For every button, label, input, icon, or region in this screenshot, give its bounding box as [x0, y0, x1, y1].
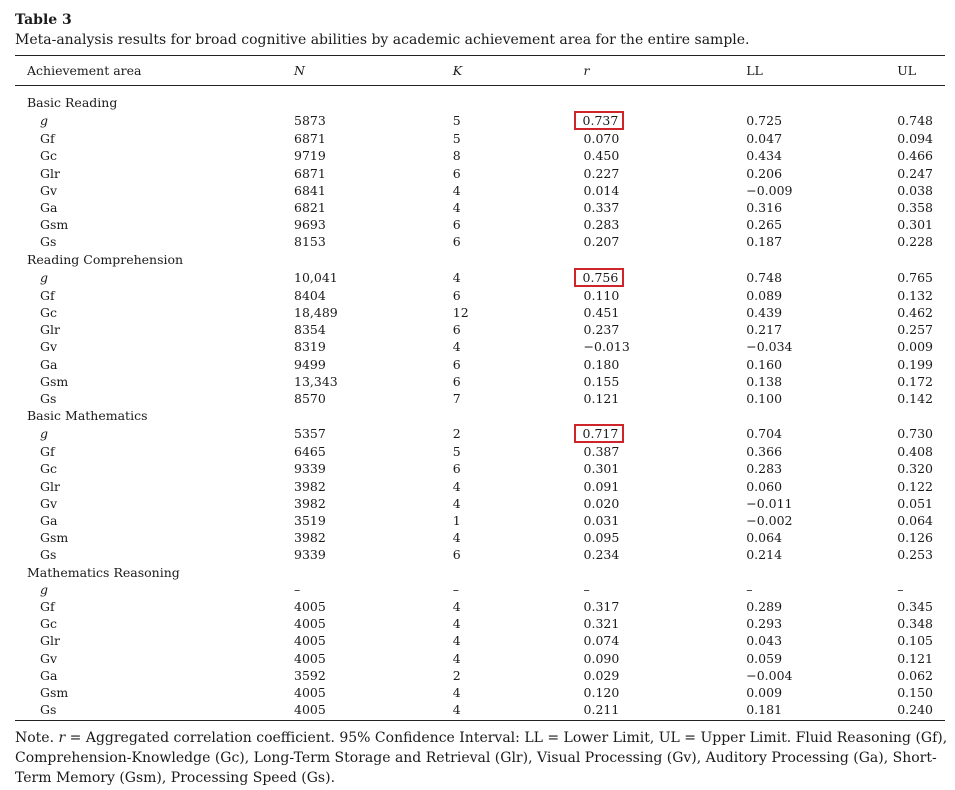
r-cell: 0.227	[583, 165, 620, 181]
header-k: K	[452, 63, 463, 78]
ll-cell: 0.265	[746, 217, 783, 233]
n-cell: 8570	[294, 390, 326, 406]
ability-cell: Glr	[40, 478, 60, 494]
table-row	[15, 355, 945, 372]
table-row	[15, 390, 945, 407]
ll-cell: 0.181	[746, 702, 783, 718]
ll-cell: −0.002	[746, 513, 793, 529]
r-cell: –	[583, 581, 590, 597]
ability-cell: Gc	[40, 304, 57, 320]
ll-cell: 0.439	[746, 304, 783, 320]
ul-cell: 0.358	[897, 200, 933, 216]
r-cell: −0.013	[583, 339, 630, 355]
note-symbol: r	[58, 730, 66, 746]
ability-cell: Gs	[40, 234, 57, 250]
r-cell: 0.031	[583, 513, 620, 529]
table-row	[15, 495, 945, 512]
table-label: Table 3	[15, 12, 72, 28]
highlight-box: 0.756	[574, 268, 625, 287]
k-cell: 4	[452, 182, 461, 198]
note-prefix: Note.	[15, 730, 55, 746]
ability-cell: Gf	[40, 131, 55, 147]
ll-cell: 0.214	[746, 547, 783, 563]
k-cell: 5	[452, 131, 461, 147]
ability-cell: Gs	[40, 390, 57, 406]
n-cell: 3982	[294, 478, 326, 494]
n-cell: 9693	[294, 217, 326, 233]
ability-cell: g	[40, 269, 49, 285]
n-cell: 3592	[294, 667, 326, 683]
header-ll: LL	[746, 63, 763, 78]
k-cell: 4	[452, 530, 461, 546]
ll-cell: 0.289	[746, 598, 783, 614]
table-row	[15, 304, 945, 321]
k-cell: 4	[452, 339, 461, 355]
n-cell: 18,489	[294, 304, 338, 320]
r-cell: 0.029	[583, 667, 620, 683]
ul-cell: 0.320	[897, 461, 933, 477]
n-cell: 3982	[294, 495, 326, 511]
table-row	[15, 684, 945, 701]
section-header-row	[15, 407, 945, 424]
section-header-row	[15, 564, 945, 581]
ability-cell: Gsm	[40, 373, 69, 389]
ability-cell: Glr	[40, 633, 60, 649]
r-cell: 0.091	[583, 478, 620, 494]
table-row	[15, 701, 945, 718]
table-body	[15, 84, 945, 718]
table-row	[15, 233, 945, 250]
r-cell: 0.074	[583, 633, 620, 649]
ability-cell: Gc	[40, 461, 57, 477]
ul-cell: 0.009	[897, 339, 933, 355]
k-cell: 4	[452, 633, 461, 649]
table-row	[15, 478, 945, 495]
table-header-row	[15, 57, 945, 84]
n-cell: 4005	[294, 684, 326, 700]
ability-cell: Gs	[40, 702, 57, 718]
k-cell: 4	[452, 650, 461, 666]
ll-cell: 0.187	[746, 234, 783, 250]
n-cell: 9339	[294, 461, 326, 477]
ul-cell: 0.064	[897, 513, 933, 529]
ul-cell: 0.228	[897, 234, 933, 250]
n-cell: 4005	[294, 616, 326, 632]
ll-cell: 0.160	[746, 356, 783, 372]
table-row	[15, 615, 945, 632]
k-cell: 6	[452, 373, 461, 389]
r-cell: 0.014	[583, 182, 620, 198]
r-cell: 0.180	[583, 356, 620, 372]
highlight-box: 0.717	[574, 424, 625, 443]
ability-cell: Gv	[40, 339, 58, 355]
r-cell: 0.450	[583, 148, 620, 164]
n-cell: 9719	[294, 148, 326, 164]
k-cell: 4	[452, 495, 461, 511]
ul-cell: 0.062	[897, 667, 933, 683]
ll-cell: 0.059	[746, 650, 783, 666]
table-row	[15, 443, 945, 460]
r-cell: 0.121	[583, 390, 620, 406]
k-cell: 8	[452, 148, 461, 164]
r-cell: 0.317	[583, 598, 620, 614]
ability-cell: Ga	[40, 513, 58, 529]
r-cell: 0.321	[583, 616, 620, 632]
section-header-row	[15, 94, 945, 111]
r-cell: 0.301	[583, 461, 620, 477]
k-cell: 6	[452, 322, 461, 338]
table-row	[15, 546, 945, 563]
section-title: Reading Comprehension	[27, 251, 184, 267]
results-table	[15, 57, 945, 718]
n-cell: 6871	[294, 131, 326, 147]
ability-cell: g	[40, 113, 49, 129]
table-caption: Meta-analysis results for broad cognitive abilities by academic achievement area for the entire sample.	[15, 32, 750, 48]
ul-cell: –	[897, 581, 904, 597]
k-cell: 5	[452, 444, 461, 460]
ability-cell: Gf	[40, 444, 55, 460]
ll-cell: 0.316	[746, 200, 783, 216]
k-cell: 4	[452, 200, 461, 216]
header-achievement-area: Achievement area	[27, 63, 142, 78]
table-row	[15, 581, 945, 598]
ul-cell: 0.462	[897, 304, 933, 320]
ll-cell: 0.009	[746, 684, 783, 700]
table-row	[15, 268, 945, 287]
ll-cell: 0.206	[746, 165, 783, 181]
n-cell: 4005	[294, 598, 326, 614]
table-row	[15, 321, 945, 338]
ll-cell: −0.009	[746, 182, 793, 198]
ul-cell: 0.408	[897, 444, 933, 460]
ul-cell: 0.121	[897, 650, 933, 666]
r-cell: 0.451	[583, 304, 620, 320]
ul-cell: 0.765	[897, 269, 933, 285]
k-cell: 6	[452, 287, 461, 303]
ll-cell: 0.283	[746, 461, 783, 477]
ul-cell: 0.142	[897, 390, 933, 406]
table-row	[15, 598, 945, 615]
ul-cell: 0.348	[897, 616, 933, 632]
ul-cell: 0.150	[897, 684, 933, 700]
ability-cell: Gsm	[40, 684, 69, 700]
section-title: Basic Mathematics	[27, 408, 148, 424]
ul-cell: 0.253	[897, 547, 933, 563]
k-cell: 4	[452, 616, 461, 632]
ul-cell: 0.122	[897, 478, 933, 494]
ul-cell: 0.051	[897, 495, 933, 511]
ll-cell: 0.704	[746, 426, 783, 442]
ll-cell: 0.366	[746, 444, 783, 460]
table-row	[15, 287, 945, 304]
ul-cell: 0.132	[897, 287, 933, 303]
r-cell: 0.211	[583, 702, 620, 718]
k-cell: 2	[452, 426, 461, 442]
r-cell: 0.120	[583, 684, 620, 700]
k-cell: 4	[452, 478, 461, 494]
ul-cell: 0.094	[897, 131, 933, 147]
n-cell: 8404	[294, 287, 326, 303]
k-cell: 4	[452, 269, 461, 285]
r-cell: 0.337	[583, 200, 620, 216]
ability-cell: Gv	[40, 495, 58, 511]
ability-cell: g	[40, 581, 49, 597]
table-row	[15, 512, 945, 529]
ll-cell: 0.043	[746, 633, 783, 649]
n-cell: 4005	[294, 650, 326, 666]
ability-cell: Ga	[40, 200, 58, 216]
k-cell: 6	[452, 234, 461, 250]
ll-cell: 0.748	[746, 269, 783, 285]
section-title: Basic Reading	[27, 95, 118, 111]
n-cell: 3519	[294, 513, 326, 529]
section-header-row	[15, 251, 945, 268]
ul-cell: 0.466	[897, 148, 933, 164]
header-ul: UL	[897, 63, 917, 78]
k-cell: 6	[452, 217, 461, 233]
r-cell: 0.155	[583, 373, 620, 389]
r-cell: 0.020	[583, 495, 620, 511]
n-cell: 6821	[294, 200, 326, 216]
n-cell: 5357	[294, 426, 326, 442]
k-cell: 6	[452, 461, 461, 477]
r-cell: 0.110	[583, 287, 620, 303]
ll-cell: 0.293	[746, 616, 783, 632]
ul-cell: 0.730	[897, 426, 933, 442]
n-cell: 8153	[294, 234, 326, 250]
ul-cell: 0.345	[897, 598, 933, 614]
ability-cell: Ga	[40, 667, 58, 683]
table-row	[15, 424, 945, 443]
header-spacer	[15, 84, 945, 94]
n-cell: 9499	[294, 356, 326, 372]
table-note	[15, 728, 950, 788]
ll-cell: 0.217	[746, 322, 783, 338]
table-row	[15, 373, 945, 390]
k-cell: 6	[452, 547, 461, 563]
r-cell: 0.234	[583, 547, 620, 563]
n-cell: 6465	[294, 444, 326, 460]
table-row	[15, 147, 945, 164]
ul-cell: 0.240	[897, 702, 933, 718]
n-cell: 5873	[294, 113, 326, 129]
ability-cell: Gc	[40, 148, 57, 164]
top-rule	[15, 55, 945, 56]
r-cell-highlighted	[584, 111, 747, 130]
bottom-rule	[15, 720, 945, 721]
table-row	[15, 667, 945, 684]
ll-cell: 0.434	[746, 148, 783, 164]
ll-cell: 0.060	[746, 478, 783, 494]
n-cell: 8354	[294, 322, 326, 338]
r-cell: 0.283	[583, 217, 620, 233]
header-n: N	[294, 63, 305, 78]
n-cell: –	[294, 581, 301, 597]
ul-cell: 0.038	[897, 182, 933, 198]
ll-cell: −0.011	[746, 495, 793, 511]
r-cell: 0.207	[583, 234, 620, 250]
r-cell-highlighted	[584, 268, 747, 287]
k-cell: 4	[452, 598, 461, 614]
n-cell: 4005	[294, 633, 326, 649]
ul-cell: 0.247	[897, 165, 933, 181]
table-row	[15, 182, 945, 199]
ability-cell: Gsm	[40, 530, 69, 546]
ability-cell: g	[40, 426, 49, 442]
r-cell: 0.237	[583, 322, 620, 338]
section-title: Mathematics Reasoning	[27, 564, 180, 580]
ul-cell: 0.172	[897, 373, 933, 389]
table-row	[15, 529, 945, 546]
ability-cell: Gsm	[40, 217, 69, 233]
ul-cell: 0.257	[897, 322, 933, 338]
highlight-box: 0.737	[574, 111, 625, 130]
ability-cell: Glr	[40, 165, 60, 181]
ability-cell: Glr	[40, 322, 60, 338]
ll-cell: −0.034	[746, 339, 793, 355]
k-cell: –	[452, 581, 460, 597]
ul-cell: 0.126	[897, 530, 933, 546]
table-row	[15, 216, 945, 233]
ul-cell: 0.199	[897, 356, 933, 372]
table-row	[15, 460, 945, 477]
ll-cell: –	[746, 581, 753, 597]
k-cell: 6	[452, 356, 461, 372]
ability-cell: Ga	[40, 356, 58, 372]
ll-cell: 0.100	[746, 390, 783, 406]
n-cell: 6841	[294, 182, 326, 198]
k-cell: 5	[452, 113, 461, 129]
ability-cell: Gs	[40, 547, 57, 563]
table-row	[15, 130, 945, 147]
n-cell: 4005	[294, 702, 326, 718]
k-cell: 12	[452, 304, 469, 320]
table-row	[15, 165, 945, 182]
table-row	[15, 649, 945, 666]
table-row	[15, 632, 945, 649]
ll-cell: 0.089	[746, 287, 783, 303]
ability-cell: Gv	[40, 650, 58, 666]
ul-cell: 0.301	[897, 217, 933, 233]
r-cell: 0.387	[583, 444, 620, 460]
ul-cell: 0.105	[897, 633, 933, 649]
k-cell: 6	[452, 165, 461, 181]
n-cell: 9339	[294, 547, 326, 563]
table-row	[15, 111, 945, 130]
n-cell: 6871	[294, 165, 326, 181]
ability-cell: Gf	[40, 287, 55, 303]
ability-cell: Gf	[40, 598, 55, 614]
n-cell: 8319	[294, 339, 326, 355]
r-cell: 0.090	[583, 650, 620, 666]
k-cell: 7	[452, 390, 461, 406]
ability-cell: Gc	[40, 616, 57, 632]
ll-cell: −0.004	[746, 667, 793, 683]
note-text: = Aggregated correlation coefficient. 95% Confidence Interval: LL = Lower Limit, UL = Upper Limit. Fluid Reasoning (Gf), Comprehension-Knowledge (Gc), Long-Term Storage and Retrieval (Glr), Visual Processing (Gv), Auditory Processing (Ga), Short-Term Memory (Gsm), Processing Speed (Gs).	[15, 730, 948, 786]
ll-cell: 0.064	[746, 530, 783, 546]
table-row	[15, 338, 945, 355]
k-cell: 4	[452, 684, 461, 700]
n-cell: 3982	[294, 530, 326, 546]
r-cell: 0.095	[583, 530, 620, 546]
ul-cell: 0.748	[897, 113, 933, 129]
n-cell: 10,041	[294, 269, 338, 285]
n-cell: 13,343	[294, 373, 338, 389]
k-cell: 2	[452, 667, 461, 683]
ll-cell: 0.725	[746, 113, 783, 129]
ability-cell: Gv	[40, 182, 58, 198]
r-cell: 0.070	[583, 131, 620, 147]
header-r: r	[583, 63, 590, 78]
k-cell: 1	[452, 513, 461, 529]
r-cell-highlighted	[584, 424, 747, 443]
ll-cell: 0.138	[746, 373, 783, 389]
ll-cell: 0.047	[746, 131, 783, 147]
table-row	[15, 199, 945, 216]
k-cell: 4	[452, 702, 461, 718]
